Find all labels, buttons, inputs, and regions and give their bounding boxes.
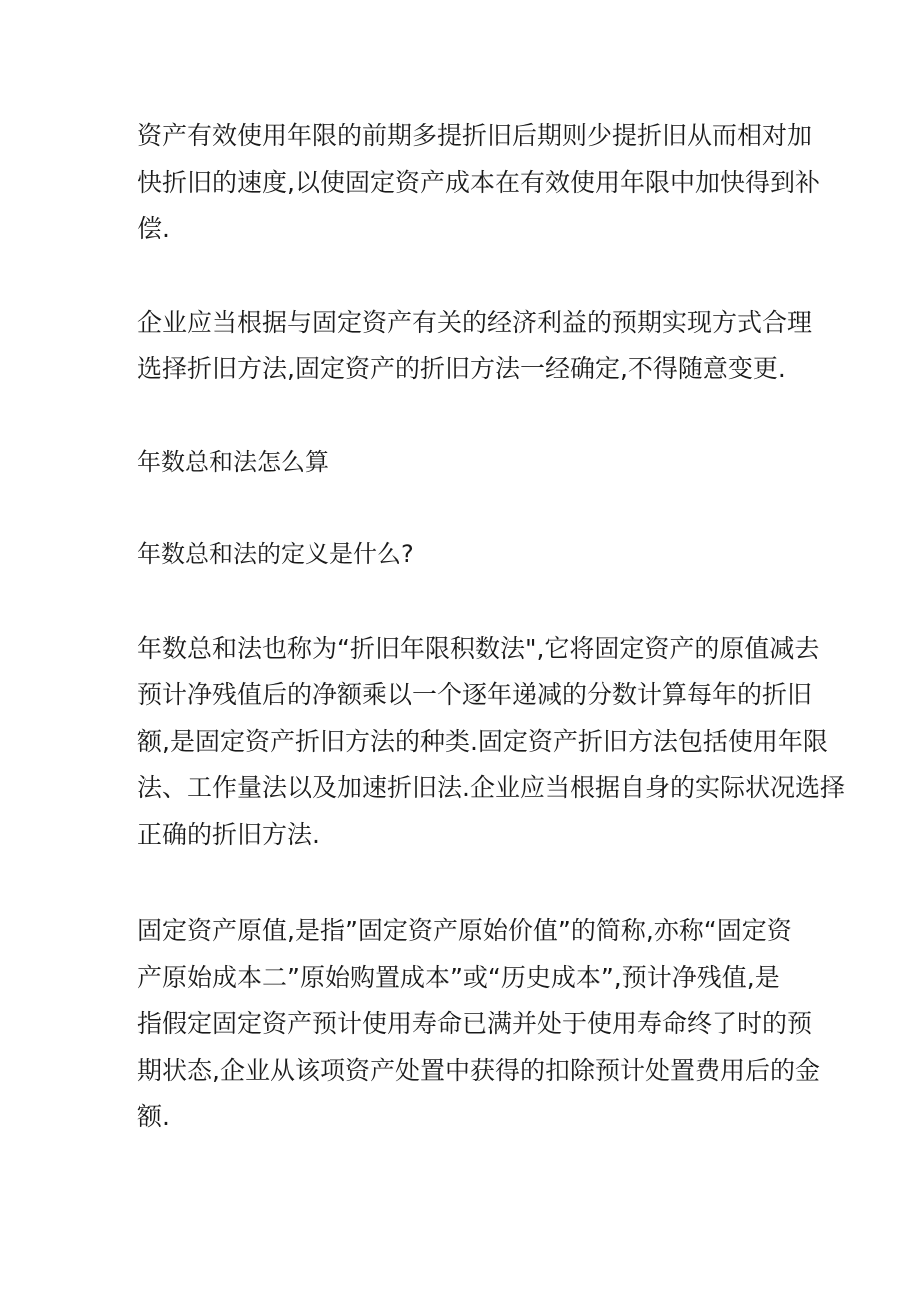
paragraph-line: 固定资产原值,是指”固定资产原始价值”的简称,亦称“固定资 bbox=[137, 916, 792, 945]
section-heading-definition: 年数总和法的定义是什么? bbox=[137, 540, 414, 568]
paragraph-line: 企业应当根据与固定资产有关的经济利益的预期实现方式合理 bbox=[137, 307, 813, 337]
paragraph-line: 快折旧的速度,以使固定资产成本在有效使用年限中加快得到补 bbox=[137, 167, 820, 197]
paragraph-line: 偿. bbox=[137, 214, 170, 243]
section-heading-how-to-calculate: 年数总和法怎么算 bbox=[137, 447, 329, 476]
paragraph-definition bbox=[137, 626, 845, 859]
paragraph-line: 期状态,企业从该项资产处置中获得的扣除预计处置费用后的金 bbox=[137, 1055, 820, 1085]
paragraph-original-value bbox=[137, 908, 820, 1141]
paragraph-line: 额. bbox=[137, 1102, 170, 1131]
paragraph-line: 年数总和法也称为“折旧年限积数法",它将固定资产的原值减去 bbox=[137, 633, 820, 663]
paragraph-line: 资产有效使用年限的前期多提折旧后期则少提折旧从而相对加 bbox=[137, 121, 813, 150]
paragraph-accelerated-depreciation bbox=[137, 113, 820, 253]
paragraph-line: 正确的折旧方法. bbox=[137, 819, 320, 849]
paragraph-line: 预计净残值后的净额乘以一个逐年递减的分数计算每年的折旧 bbox=[137, 680, 813, 709]
paragraph-line: 产原始成本二”原始购置成本”或“历史成本”,预计净残值,是 bbox=[137, 962, 780, 992]
paragraph-line: 指假定固定资产预计使用寿命已满并处于使用寿命终了时的预 bbox=[137, 1009, 813, 1038]
paragraph-line: 额,是固定资产折旧方法的种类.固定资产折旧方法包括使用年限 bbox=[137, 726, 828, 756]
paragraph-method-selection bbox=[137, 300, 813, 393]
paragraph-line: 法、工作量法以及加速折旧法.企业应当根据自身的实际状况选择 bbox=[137, 773, 845, 802]
paragraph-line: 选择折旧方法,固定资产的折旧方法一经确定,不得随意变更. bbox=[137, 354, 786, 383]
